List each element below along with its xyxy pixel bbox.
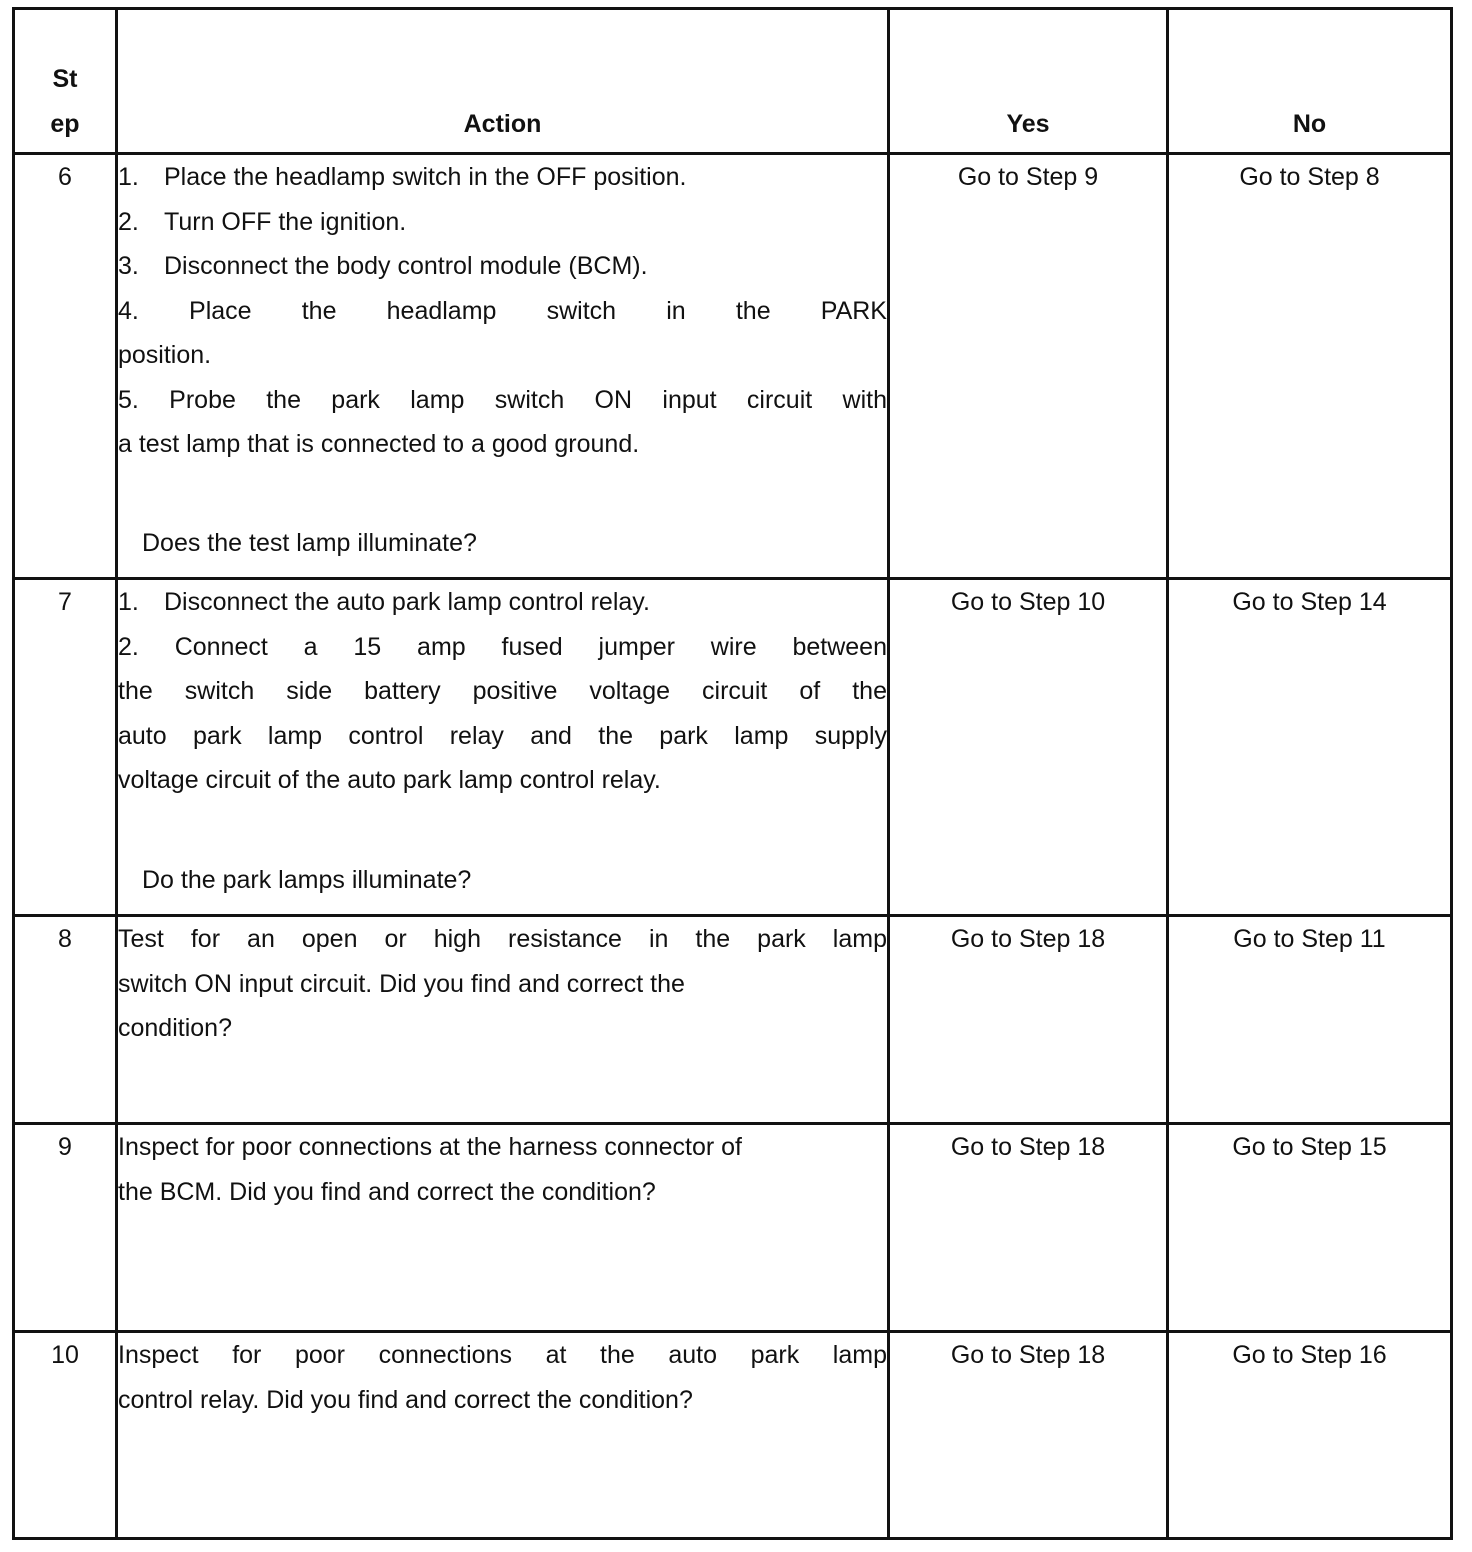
action-line: Inspect for poor connections at the auto park lamp [118, 1341, 887, 1369]
no-result: Go to Step 14 [1232, 588, 1387, 616]
action-line: the BCM. Did you find and correct the condition? [118, 1177, 656, 1206]
no-cell [1168, 154, 1452, 579]
action-line: 3. Disconnect the body control module (BCM). [118, 252, 648, 280]
action-line: 4. Place the headlamp switch in the PARK [118, 296, 887, 325]
action-line: voltage circuit of the auto park lamp control relay. [118, 766, 661, 794]
table-header-row [14, 9, 1452, 154]
action-cell [117, 579, 889, 916]
step-number: 6 [14, 154, 117, 579]
yes-cell [889, 1124, 1168, 1332]
action-line: control relay. Did you find and correct the condition? [118, 1385, 693, 1414]
yes-result: Go to Step 18 [950, 1341, 1106, 1369]
action-line: Inspect for poor connections at the harness connector of [118, 1133, 742, 1161]
table-row [14, 1124, 1452, 1332]
action-line: 2. Connect a 15 amp fused jumper wire between [118, 632, 887, 661]
yes-cell [889, 1332, 1168, 1539]
action-question: Do the park lamps illuminate? [142, 865, 472, 894]
action-cell [117, 1124, 889, 1332]
no-cell [1168, 1332, 1452, 1539]
action-line: 1. Disconnect the auto park lamp control relay. [118, 588, 650, 616]
action-line: 1. Place the headlamp switch in the OFF position. [118, 163, 687, 191]
action-line: 5. Probe the park lamp switch ON input circuit with [118, 385, 887, 414]
table-row [14, 1332, 1452, 1539]
action-line: position. [118, 341, 212, 369]
yes-result: Go to Step 18 [950, 1133, 1106, 1161]
diagnostic-table [12, 7, 1453, 1540]
action-line: Test for an open or high resistance in the park lamp [118, 925, 887, 953]
header-step-line1: St [52, 65, 78, 93]
no-result: Go to Step 16 [1232, 1341, 1387, 1369]
action-cell [117, 1332, 889, 1539]
action-line: the switch side battery positive voltage circuit of the [118, 677, 887, 705]
no-result: Go to Step 15 [1232, 1133, 1387, 1161]
table-row [14, 579, 1452, 916]
header-step-line2: ep [50, 109, 80, 138]
yes-cell [889, 916, 1168, 1124]
no-cell [1168, 916, 1452, 1124]
step-number: 7 [14, 579, 117, 916]
yes-result: Go to Step 9 [957, 163, 1099, 191]
no-cell [1168, 1124, 1452, 1332]
yes-result: Go to Step 18 [950, 925, 1106, 953]
no-result: Go to Step 11 [1233, 925, 1386, 953]
yes-result: Go to Step 10 [950, 588, 1106, 616]
action-line: switch ON input circuit. Did you find and correct the [118, 969, 685, 998]
step-number: 8 [14, 916, 117, 1124]
step-number: 10 [14, 1332, 117, 1539]
action-line: 2. Turn OFF the ignition. [118, 207, 407, 236]
table-row [14, 916, 1452, 1124]
action-question: Does the test lamp illuminate? [142, 528, 477, 557]
action-line: a test lamp that is connected to a good ground. [118, 430, 640, 458]
action-cell [117, 916, 889, 1124]
table-row [14, 154, 1452, 579]
action-line: condition? [118, 1014, 232, 1042]
header-yes: Yes [889, 9, 1168, 154]
action-line: auto park lamp control relay and the park lamp supply [118, 721, 887, 750]
no-cell [1168, 579, 1452, 916]
action-cell [117, 154, 889, 579]
step-number: 9 [14, 1124, 117, 1332]
yes-cell [889, 579, 1168, 916]
header-step [14, 9, 117, 154]
header-no: No [1168, 9, 1452, 154]
yes-cell [889, 154, 1168, 579]
header-action: Action [117, 9, 889, 154]
no-result: Go to Step 8 [1239, 163, 1380, 191]
